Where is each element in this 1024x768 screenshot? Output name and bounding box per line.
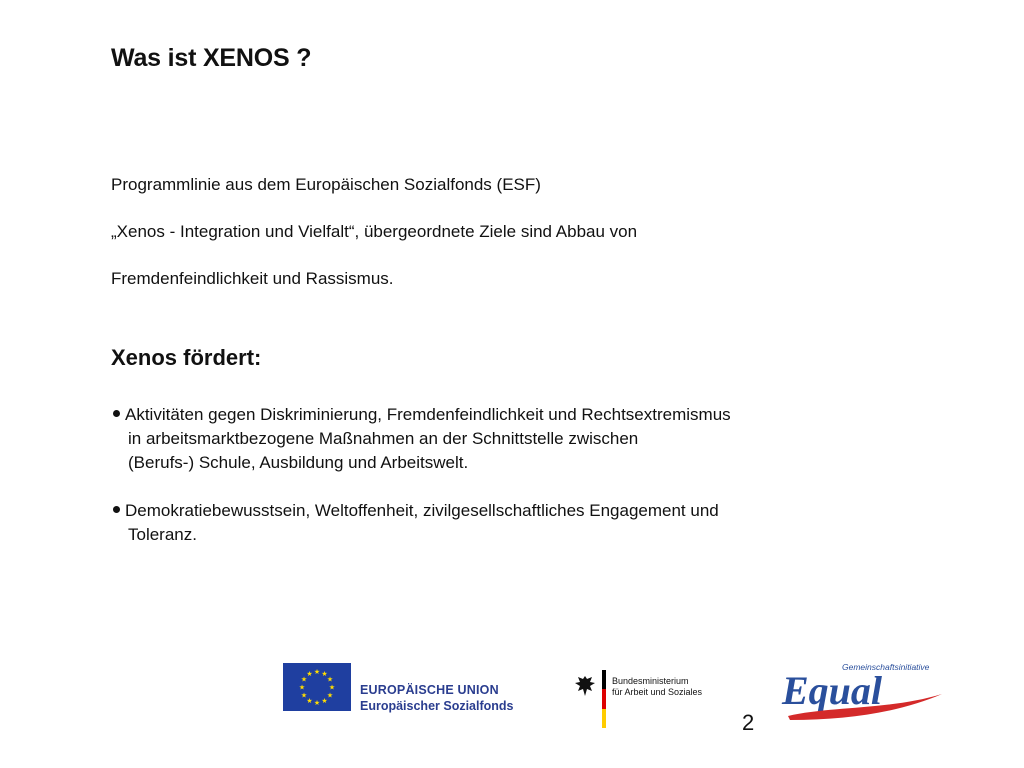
svg-text:★: ★	[313, 668, 321, 676]
eu-logo-line-1: EUROPÄISCHE UNION	[360, 683, 499, 697]
bullet-1-line-1: Aktivitäten gegen Diskriminierung, Fremdenfeindlichkeit und Rechtsextremismus	[125, 405, 731, 424]
eu-logo-line-2: Europäischer Sozialfonds	[360, 699, 514, 713]
eagle-icon	[574, 674, 596, 698]
equal-logo	[780, 660, 945, 724]
ministry-line-2: für Arbeit und Soziales	[612, 687, 703, 697]
ministry-logo-text	[612, 676, 702, 698]
svg-text:★: ★	[298, 683, 306, 692]
intro-line-1: Programmlinie aus dem Europäischen Sozialfonds (ESF)	[111, 175, 541, 194]
slide-title: Was ist XENOS ?	[111, 44, 312, 72]
bullet-2-line-2: Toleranz.	[128, 525, 197, 544]
intro-line-2: „Xenos - Integration und Vielfalt“, übergeordnete Ziele sind Abbau von	[111, 222, 638, 241]
svg-text:★: ★	[306, 670, 313, 678]
bullet-2-line-1: Demokratiebewusstsein, Weltoffenheit, zivilgesellschaftliches Engagement und	[125, 501, 719, 520]
svg-text:★: ★	[300, 691, 308, 700]
section-heading: Xenos fördert:	[111, 345, 262, 370]
svg-text:★: ★	[321, 670, 328, 678]
bullet-icon	[113, 410, 120, 417]
svg-text:★: ★	[326, 675, 334, 684]
svg-text:★: ★	[300, 675, 308, 684]
intro-line-3: Fremdenfeindlichkeit und Rassismus.	[111, 269, 394, 288]
bullet-icon	[113, 506, 120, 513]
eu-flag-icon	[283, 663, 351, 711]
ministry-line-1: Bundesministerium	[612, 676, 689, 686]
svg-text:★: ★	[306, 697, 313, 705]
bullet-item-1	[113, 403, 731, 475]
bullet-1-line-3: (Berufs-) Schule, Ausbildung und Arbeitswelt.	[128, 453, 469, 472]
svg-text:★: ★	[326, 691, 334, 700]
equal-small-text: Gemeinschaftsinitiative	[842, 662, 930, 672]
equal-word: Equal	[782, 668, 883, 713]
svg-text:★: ★	[328, 683, 336, 692]
bullet-1-line-2: in arbeitsmarktbezogene Maßnahmen an der Schnittstelle zwischen	[128, 429, 639, 448]
german-flag-bar-icon	[602, 670, 606, 728]
svg-text:★: ★	[321, 697, 328, 705]
svg-text:★: ★	[313, 699, 321, 707]
eu-logo-text	[360, 683, 514, 713]
bullet-item-2	[113, 499, 719, 547]
page-number: 2	[742, 710, 755, 735]
